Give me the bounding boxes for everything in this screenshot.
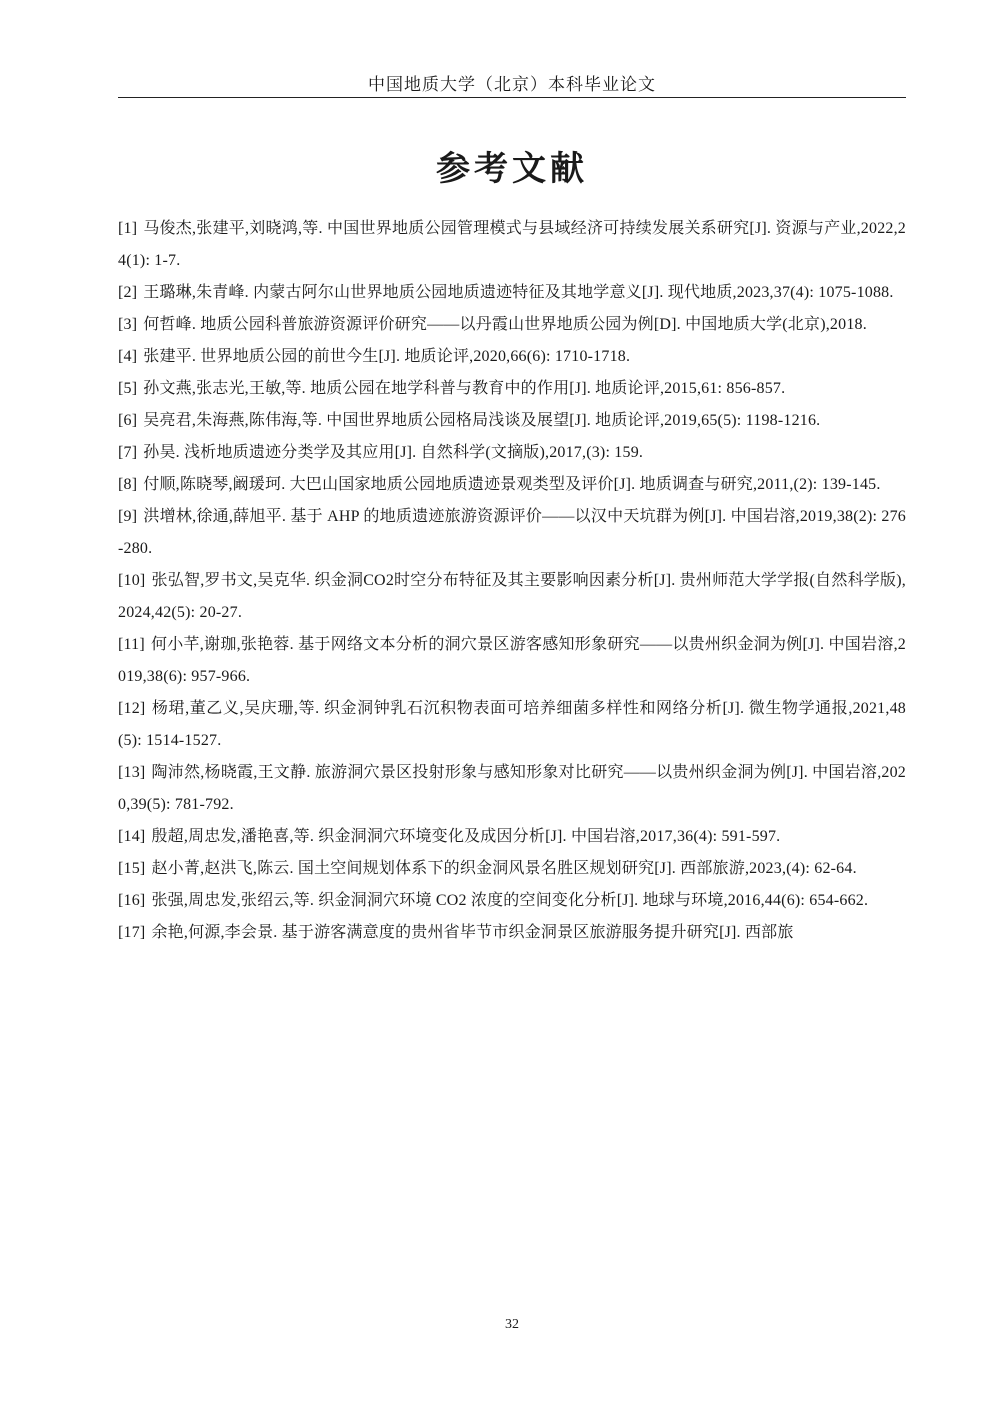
reference-number: [13]	[118, 764, 146, 781]
reference-number: [8]	[118, 476, 138, 493]
reference-item	[118, 853, 906, 885]
reference-text: 张弘智,罗书文,吴克华. 织金洞CO2时空分布特征及其主要影响因素分析[J]. 贵州师范大学学报(自然科学版),2024,42(5): 20-27.	[118, 572, 906, 621]
reference-item	[118, 213, 906, 277]
running-header: 中国地质大学（北京）本科毕业论文	[368, 75, 656, 94]
reference-number: [17]	[118, 924, 146, 941]
reference-number: [5]	[118, 380, 138, 397]
reference-text: 赵小菁,赵洪飞,陈云. 国土空间规划体系下的织金洞风景名胜区规划研究[J]. 西部旅游,2023,(4): 62-64.	[151, 860, 857, 877]
reference-item	[118, 629, 906, 693]
reference-item	[118, 693, 906, 757]
reference-number: [12]	[118, 700, 146, 717]
reference-number: [11]	[118, 636, 145, 653]
reference-item	[118, 565, 906, 629]
reference-number: [3]	[118, 316, 138, 333]
reference-text: 杨珺,董乙义,吴庆珊,等. 织金洞钟乳石沉积物表面可培养细菌多样性和网络分析[J]. 微生物学通报,2021,48(5): 1514-1527.	[118, 700, 906, 749]
reference-text: 张建平. 世界地质公园的前世今生[J]. 地质论评,2020,66(6): 1710-1718.	[143, 348, 631, 365]
reference-number: [1]	[118, 220, 138, 237]
reference-item	[118, 757, 906, 821]
reference-text: 洪增林,徐通,薛旭平. 基于 AHP 的地质遗迹旅游资源评价——以汉中天坑群为例[J]. 中国岩溶,2019,38(2): 276-280.	[118, 508, 906, 557]
reference-item	[118, 405, 906, 437]
reference-item	[118, 501, 906, 565]
reference-item	[118, 469, 906, 501]
reference-text: 陶沛然,杨晓霞,王文静. 旅游洞穴景区投射形象与感知形象对比研究——以贵州织金洞为例[J]. 中国岩溶,2020,39(5): 781-792.	[118, 764, 906, 813]
reference-number: [14]	[118, 828, 146, 845]
reference-text: 张强,周忠发,张绍云,等. 织金洞洞穴环境 CO2 浓度的空间变化分析[J]. 地球与环境,2016,44(6): 654-662.	[151, 892, 869, 909]
reference-text: 殷超,周忠发,潘艳喜,等. 织金洞洞穴环境变化及成因分析[J]. 中国岩溶,2017,36(4): 591-597.	[151, 828, 781, 845]
reference-text: 王璐琳,朱青峰. 内蒙古阿尔山世界地质公园地质遗迹特征及其地学意义[J]. 现代地质,2023,37(4): 1075-1088.	[143, 284, 894, 301]
reference-item	[118, 437, 906, 469]
reference-item	[118, 277, 906, 309]
reference-number: [7]	[118, 444, 138, 461]
reference-text: 孙文燕,张志光,王敏,等. 地质公园在地学科普与教育中的作用[J]. 地质论评,2015,61: 856-857.	[143, 380, 786, 397]
reference-list	[118, 213, 906, 949]
reference-item	[118, 309, 906, 341]
reference-number: [16]	[118, 892, 146, 909]
reference-text: 余艳,何源,李会景. 基于游客满意度的贵州省毕节市织金洞景区旅游服务提升研究[J]. 西部旅	[151, 924, 794, 941]
reference-text: 吴亮君,朱海燕,陈伟海,等. 中国世界地质公园格局浅谈及展望[J]. 地质论评,2019,65(5): 1198-1216.	[143, 412, 821, 429]
reference-number: [9]	[118, 508, 138, 525]
reference-item	[118, 341, 906, 373]
reference-item	[118, 373, 906, 405]
reference-number: [4]	[118, 348, 138, 365]
page-title: 参考文献	[436, 148, 588, 189]
reference-item	[118, 885, 906, 917]
reference-item	[118, 821, 906, 853]
reference-text: 何小芊,谢珈,张艳蓉. 基于网络文本分析的洞穴景区游客感知形象研究——以贵州织金洞为例[J]. 中国岩溶,2019,38(6): 957-966.	[118, 636, 906, 685]
reference-number: [15]	[118, 860, 146, 877]
header-divider	[118, 97, 906, 98]
reference-number: [10]	[118, 572, 146, 589]
reference-number: [6]	[118, 412, 138, 429]
reference-item	[118, 917, 906, 949]
reference-text: 何哲峰. 地质公园科普旅游资源评价研究——以丹霞山世界地质公园为例[D]. 中国地质大学(北京),2018.	[143, 316, 867, 333]
page-number: 32	[505, 1317, 519, 1332]
reference-text: 付顺,陈晓琴,阚瑗珂. 大巴山国家地质公园地质遗迹景观类型及评价[J]. 地质调查与研究,2011,(2): 139-145.	[143, 476, 881, 493]
reference-text: 孙昊. 浅析地质遗迹分类学及其应用[J]. 自然科学(文摘版),2017,(3): 159.	[143, 444, 644, 461]
reference-text: 马俊杰,张建平,刘晓鸿,等. 中国世界地质公园管理模式与县域经济可持续发展关系研究[J]. 资源与产业,2022,24(1): 1-7.	[118, 220, 906, 269]
reference-number: [2]	[118, 284, 138, 301]
